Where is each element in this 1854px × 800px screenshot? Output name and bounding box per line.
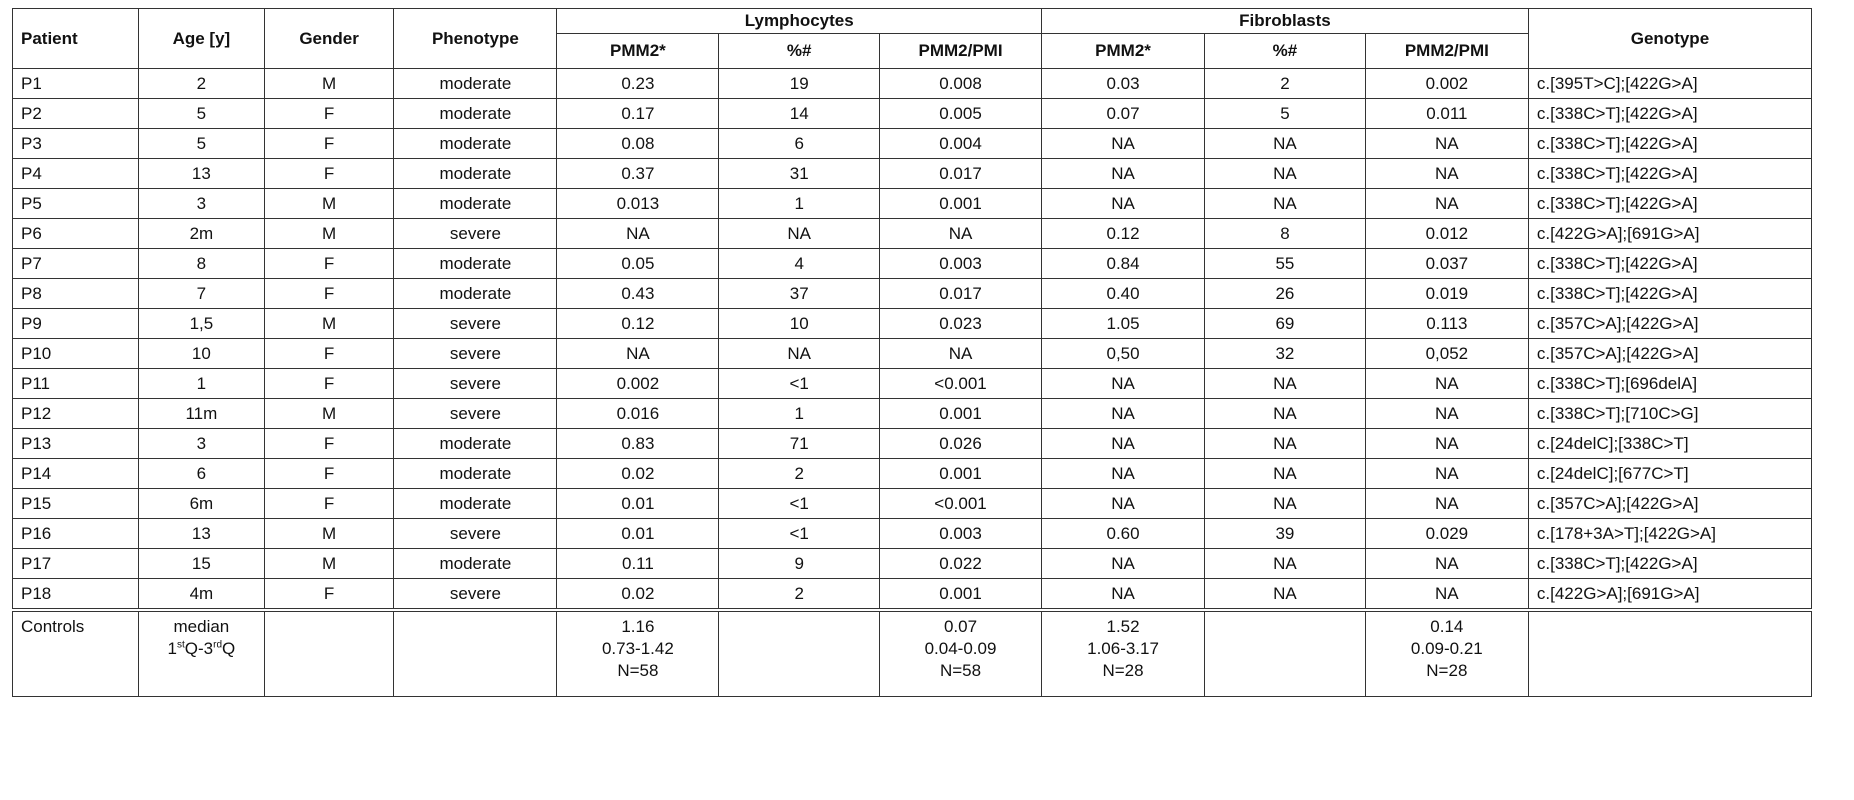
cell-gender: F bbox=[264, 129, 394, 159]
cell-fibro-pmm2: NA bbox=[1041, 399, 1204, 429]
cell-patient: P1 bbox=[13, 69, 139, 99]
cell-fibro-pmm2: 1.05 bbox=[1041, 309, 1204, 339]
cell-phenotype: severe bbox=[394, 579, 557, 611]
table-row bbox=[13, 549, 1812, 579]
cell-phenotype: moderate bbox=[394, 489, 557, 519]
cell-lymph-percent: <1 bbox=[719, 369, 880, 399]
cell-patient: P7 bbox=[13, 249, 139, 279]
cell-lymph-ratio: 0.001 bbox=[880, 399, 1042, 429]
cell-lymph-percent: NA bbox=[719, 219, 880, 249]
cell-patient: P12 bbox=[13, 399, 139, 429]
controls-lymph-ratio-median: 0.07 bbox=[943, 617, 978, 636]
table-row bbox=[13, 369, 1812, 399]
cell-gender: F bbox=[264, 99, 394, 129]
cell-fibro-ratio: 0,052 bbox=[1365, 339, 1528, 369]
cell-lymph-ratio: 0.022 bbox=[880, 549, 1042, 579]
cell-genotype: c.[24delC];[338C>T] bbox=[1528, 429, 1811, 459]
cell-lymph-percent: 2 bbox=[719, 579, 880, 611]
cell-fibro-percent: NA bbox=[1205, 369, 1366, 399]
cell-lymph-ratio: 0.008 bbox=[880, 69, 1042, 99]
cell-phenotype: moderate bbox=[394, 189, 557, 219]
cell-fibro-percent: NA bbox=[1205, 399, 1366, 429]
cell-fibro-ratio: 0.012 bbox=[1365, 219, 1528, 249]
cell-genotype: c.[338C>T];[422G>A] bbox=[1528, 129, 1811, 159]
cell-age: 5 bbox=[138, 99, 264, 129]
cell-phenotype: severe bbox=[394, 519, 557, 549]
header-fibro-ratio: PMM2/PMI bbox=[1365, 34, 1528, 69]
cell-genotype: c.[338C>T];[422G>A] bbox=[1528, 279, 1811, 309]
cell-gender: M bbox=[264, 219, 394, 249]
cell-lymph-percent: 10 bbox=[719, 309, 880, 339]
header-lymph-ratio: PMM2/PMI bbox=[880, 34, 1042, 69]
cell-fibro-pmm2: 0.03 bbox=[1041, 69, 1204, 99]
cell-genotype: c.[422G>A];[691G>A] bbox=[1528, 579, 1811, 611]
cell-genotype: c.[357C>A];[422G>A] bbox=[1528, 339, 1811, 369]
cell-lymph-percent: <1 bbox=[719, 519, 880, 549]
cell-genotype: c.[338C>T];[422G>A] bbox=[1528, 189, 1811, 219]
controls-fibro-pmm2-n: N=28 bbox=[1102, 661, 1144, 680]
cell-genotype: c.[178+3A>T];[422G>A] bbox=[1528, 519, 1811, 549]
cell-lymph-percent: 37 bbox=[719, 279, 880, 309]
cell-fibro-ratio: NA bbox=[1365, 369, 1528, 399]
cell-fibro-ratio: 0.113 bbox=[1365, 309, 1528, 339]
table-row bbox=[13, 159, 1812, 189]
cell-fibro-percent: NA bbox=[1205, 489, 1366, 519]
cell-fibro-pmm2: 0.84 bbox=[1041, 249, 1204, 279]
controls-fibro-pmm2 bbox=[1041, 610, 1204, 697]
controls-lymph-ratio-n: N=58 bbox=[939, 661, 982, 680]
cell-genotype: c.[338C>T];[422G>A] bbox=[1528, 549, 1811, 579]
table-row bbox=[13, 489, 1812, 519]
cell-age: 6m bbox=[138, 489, 264, 519]
cell-patient: P5 bbox=[13, 189, 139, 219]
controls-lymph-pmm2 bbox=[557, 610, 719, 697]
cell-lymph-pmm2: 0.17 bbox=[557, 99, 719, 129]
cell-fibro-percent: 8 bbox=[1205, 219, 1366, 249]
header-patient: Patient bbox=[13, 9, 139, 69]
cell-age: 1 bbox=[138, 369, 264, 399]
cell-lymph-percent: NA bbox=[719, 339, 880, 369]
cell-fibro-percent: NA bbox=[1205, 429, 1366, 459]
cell-genotype: c.[338C>T];[422G>A] bbox=[1528, 99, 1811, 129]
cell-lymph-ratio: 0.001 bbox=[880, 189, 1042, 219]
header-phenotype: Phenotype bbox=[394, 9, 557, 69]
cell-lymph-ratio: <0.001 bbox=[880, 369, 1042, 399]
patient-enzyme-table bbox=[12, 8, 1812, 697]
cell-phenotype: moderate bbox=[394, 549, 557, 579]
cell-gender: F bbox=[264, 339, 394, 369]
cell-genotype: c.[338C>T];[710C>G] bbox=[1528, 399, 1811, 429]
cell-patient: P18 bbox=[13, 579, 139, 611]
controls-lymph-pmm2-median: 1.16 bbox=[621, 617, 655, 636]
cell-fibro-pmm2: 0.40 bbox=[1041, 279, 1204, 309]
cell-lymph-pmm2: 0.12 bbox=[557, 309, 719, 339]
cell-age: 4m bbox=[138, 579, 264, 611]
cell-lymph-percent: 1 bbox=[719, 399, 880, 429]
cell-lymph-percent: 6 bbox=[719, 129, 880, 159]
cell-genotype: c.[24delC];[677C>T] bbox=[1528, 459, 1811, 489]
cell-genotype: c.[357C>A];[422G>A] bbox=[1528, 489, 1811, 519]
controls-fibro-ratio-n: N=28 bbox=[1426, 661, 1468, 680]
cell-fibro-percent: NA bbox=[1205, 549, 1366, 579]
cell-fibro-pmm2: NA bbox=[1041, 489, 1204, 519]
cell-lymph-ratio: 0.005 bbox=[880, 99, 1042, 129]
cell-genotype: c.[338C>T];[422G>A] bbox=[1528, 159, 1811, 189]
cell-lymph-ratio: 0.017 bbox=[880, 279, 1042, 309]
cell-age: 15 bbox=[138, 549, 264, 579]
cell-age: 5 bbox=[138, 129, 264, 159]
cell-fibro-percent: NA bbox=[1205, 189, 1366, 219]
controls-lymph-pmm2-n: N=58 bbox=[617, 661, 659, 680]
cell-lymph-percent: 14 bbox=[719, 99, 880, 129]
cell-gender: M bbox=[264, 309, 394, 339]
cell-fibro-percent: NA bbox=[1205, 129, 1366, 159]
table-row bbox=[13, 339, 1812, 369]
table-row bbox=[13, 249, 1812, 279]
cell-lymph-ratio: 0.003 bbox=[880, 519, 1042, 549]
cell-phenotype: moderate bbox=[394, 69, 557, 99]
header-age: Age [y] bbox=[138, 9, 264, 69]
cell-age: 6 bbox=[138, 459, 264, 489]
cell-lymph-ratio: 0.003 bbox=[880, 249, 1042, 279]
quartile-third-suffix: rd bbox=[213, 639, 223, 651]
cell-gender: M bbox=[264, 399, 394, 429]
cell-fibro-percent: 69 bbox=[1205, 309, 1366, 339]
cell-patient: P14 bbox=[13, 459, 139, 489]
cell-fibro-percent: 32 bbox=[1205, 339, 1366, 369]
cell-fibro-percent: NA bbox=[1205, 579, 1366, 611]
cell-fibro-percent: 5 bbox=[1205, 99, 1366, 129]
cell-gender: M bbox=[264, 519, 394, 549]
cell-genotype: c.[395T>C];[422G>A] bbox=[1528, 69, 1811, 99]
cell-lymph-percent: 71 bbox=[719, 429, 880, 459]
header-lymph-percent: %# bbox=[719, 34, 880, 69]
cell-fibro-pmm2: NA bbox=[1041, 549, 1204, 579]
cell-phenotype: moderate bbox=[394, 159, 557, 189]
cell-age: 7 bbox=[138, 279, 264, 309]
cell-lymph-ratio: 0.023 bbox=[880, 309, 1042, 339]
cell-lymph-pmm2: 0.013 bbox=[557, 189, 719, 219]
cell-gender: F bbox=[264, 459, 394, 489]
controls-genotype-cell bbox=[1528, 610, 1811, 697]
cell-patient: P2 bbox=[13, 99, 139, 129]
cell-lymph-percent: 9 bbox=[719, 549, 880, 579]
cell-gender: F bbox=[264, 159, 394, 189]
quartile-first: 1 bbox=[167, 639, 177, 658]
cell-genotype: c.[357C>A];[422G>A] bbox=[1528, 309, 1811, 339]
controls-label: Controls bbox=[13, 610, 139, 697]
cell-lymph-ratio: 0.001 bbox=[880, 459, 1042, 489]
cell-fibro-percent: 26 bbox=[1205, 279, 1366, 309]
cell-fibro-ratio: NA bbox=[1365, 129, 1528, 159]
cell-fibro-pmm2: 0.60 bbox=[1041, 519, 1204, 549]
cell-lymph-pmm2: 0.05 bbox=[557, 249, 719, 279]
cell-lymph-pmm2: 0.23 bbox=[557, 69, 719, 99]
cell-fibro-pmm2: NA bbox=[1041, 189, 1204, 219]
cell-phenotype: moderate bbox=[394, 249, 557, 279]
cell-fibro-ratio: NA bbox=[1365, 399, 1528, 429]
cell-gender: M bbox=[264, 189, 394, 219]
controls-row bbox=[13, 610, 1812, 697]
header-fibroblasts: Fibroblasts bbox=[1041, 9, 1528, 34]
cell-lymph-percent: 4 bbox=[719, 249, 880, 279]
cell-gender: M bbox=[264, 69, 394, 99]
cell-fibro-ratio: NA bbox=[1365, 189, 1528, 219]
cell-fibro-percent: NA bbox=[1205, 459, 1366, 489]
cell-patient: P10 bbox=[13, 339, 139, 369]
cell-age: 10 bbox=[138, 339, 264, 369]
cell-lymph-percent: 2 bbox=[719, 459, 880, 489]
cell-fibro-ratio: 0.029 bbox=[1365, 519, 1528, 549]
table-row bbox=[13, 189, 1812, 219]
quartile-first-suffix: st bbox=[176, 639, 185, 651]
cell-patient: P16 bbox=[13, 519, 139, 549]
cell-fibro-ratio: 0.002 bbox=[1365, 69, 1528, 99]
cell-age: 3 bbox=[138, 429, 264, 459]
controls-age-quartiles bbox=[143, 638, 260, 660]
results-table-container bbox=[12, 8, 1812, 697]
cell-lymph-percent: 31 bbox=[719, 159, 880, 189]
cell-lymph-pmm2: NA bbox=[557, 339, 719, 369]
controls-fibro-ratio-range: 0.09-0.21 bbox=[1410, 639, 1483, 658]
header-lymph-pmm2: PMM2* bbox=[557, 34, 719, 69]
cell-lymph-pmm2: 0.01 bbox=[557, 519, 719, 549]
quartile-end: Q bbox=[222, 639, 236, 658]
controls-gender-cell bbox=[264, 610, 394, 697]
cell-lymph-ratio: 0.017 bbox=[880, 159, 1042, 189]
cell-patient: P13 bbox=[13, 429, 139, 459]
cell-age: 1,5 bbox=[138, 309, 264, 339]
cell-gender: F bbox=[264, 279, 394, 309]
controls-lymph-ratio bbox=[880, 610, 1042, 697]
cell-lymph-ratio: <0.001 bbox=[880, 489, 1042, 519]
header-fibro-percent: %# bbox=[1205, 34, 1366, 69]
cell-genotype: c.[422G>A];[691G>A] bbox=[1528, 219, 1811, 249]
cell-gender: F bbox=[264, 489, 394, 519]
cell-fibro-pmm2: NA bbox=[1041, 459, 1204, 489]
cell-lymph-pmm2: 0.11 bbox=[557, 549, 719, 579]
cell-patient: P3 bbox=[13, 129, 139, 159]
cell-fibro-pmm2: NA bbox=[1041, 129, 1204, 159]
cell-gender: F bbox=[264, 579, 394, 611]
table-row bbox=[13, 579, 1812, 611]
cell-fibro-ratio: NA bbox=[1365, 429, 1528, 459]
table-row bbox=[13, 519, 1812, 549]
cell-lymph-ratio: 0.004 bbox=[880, 129, 1042, 159]
cell-age: 13 bbox=[138, 519, 264, 549]
cell-lymph-pmm2: NA bbox=[557, 219, 719, 249]
cell-lymph-ratio: NA bbox=[880, 219, 1042, 249]
cell-fibro-pmm2: 0.07 bbox=[1041, 99, 1204, 129]
table-row bbox=[13, 279, 1812, 309]
controls-fibro-percent bbox=[1205, 610, 1366, 697]
cell-patient: P4 bbox=[13, 159, 139, 189]
cell-fibro-pmm2: 0.12 bbox=[1041, 219, 1204, 249]
controls-age-cell bbox=[138, 610, 264, 697]
table-row bbox=[13, 99, 1812, 129]
cell-fibro-pmm2: NA bbox=[1041, 429, 1204, 459]
controls-fibro-ratio-median: 0.14 bbox=[1430, 617, 1464, 636]
cell-fibro-ratio: NA bbox=[1365, 459, 1528, 489]
cell-phenotype: moderate bbox=[394, 279, 557, 309]
table-row bbox=[13, 69, 1812, 99]
cell-fibro-ratio: NA bbox=[1365, 579, 1528, 611]
table-row bbox=[13, 219, 1812, 249]
cell-age: 11m bbox=[138, 399, 264, 429]
cell-patient: P15 bbox=[13, 489, 139, 519]
cell-gender: F bbox=[264, 429, 394, 459]
quartile-mid: Q-3 bbox=[184, 639, 214, 658]
cell-genotype: c.[338C>T];[422G>A] bbox=[1528, 249, 1811, 279]
controls-lymph-ratio-range: 0.04-0.09 bbox=[924, 639, 997, 658]
cell-phenotype: severe bbox=[394, 309, 557, 339]
cell-lymph-pmm2: 0.016 bbox=[557, 399, 719, 429]
cell-fibro-ratio: NA bbox=[1365, 549, 1528, 579]
cell-phenotype: severe bbox=[394, 369, 557, 399]
cell-lymph-percent: 19 bbox=[719, 69, 880, 99]
cell-fibro-ratio: NA bbox=[1365, 489, 1528, 519]
controls-lymph-pmm2-range: 0.73-1.42 bbox=[601, 639, 674, 658]
table-row bbox=[13, 129, 1812, 159]
cell-fibro-pmm2: NA bbox=[1041, 159, 1204, 189]
cell-phenotype: severe bbox=[394, 339, 557, 369]
cell-fibro-percent: 55 bbox=[1205, 249, 1366, 279]
table-row bbox=[13, 429, 1812, 459]
cell-age: 3 bbox=[138, 189, 264, 219]
controls-fibro-pmm2-range: 1.06-3.17 bbox=[1087, 639, 1159, 658]
cell-genotype: c.[338C>T];[696delA] bbox=[1528, 369, 1811, 399]
table-row bbox=[13, 309, 1812, 339]
header-gender: Gender bbox=[264, 9, 394, 69]
controls-fibro-pmm2-median: 1.52 bbox=[1106, 617, 1140, 636]
cell-phenotype: severe bbox=[394, 399, 557, 429]
cell-fibro-percent: 39 bbox=[1205, 519, 1366, 549]
table-row bbox=[13, 459, 1812, 489]
cell-patient: P6 bbox=[13, 219, 139, 249]
cell-lymph-pmm2: 0.08 bbox=[557, 129, 719, 159]
cell-fibro-pmm2: NA bbox=[1041, 579, 1204, 611]
controls-age-median: median bbox=[173, 617, 230, 636]
cell-lymph-pmm2: 0.43 bbox=[557, 279, 719, 309]
cell-fibro-pmm2: 0,50 bbox=[1041, 339, 1204, 369]
cell-patient: P8 bbox=[13, 279, 139, 309]
table-row bbox=[13, 399, 1812, 429]
cell-lymph-ratio: 0.001 bbox=[880, 579, 1042, 611]
cell-phenotype: moderate bbox=[394, 99, 557, 129]
cell-fibro-ratio: 0.037 bbox=[1365, 249, 1528, 279]
cell-age: 2m bbox=[138, 219, 264, 249]
cell-lymph-pmm2: 0.02 bbox=[557, 459, 719, 489]
cell-gender: M bbox=[264, 549, 394, 579]
header-genotype: Genotype bbox=[1528, 9, 1811, 69]
cell-age: 8 bbox=[138, 249, 264, 279]
cell-fibro-ratio: 0.019 bbox=[1365, 279, 1528, 309]
cell-patient: P17 bbox=[13, 549, 139, 579]
cell-patient: P9 bbox=[13, 309, 139, 339]
controls-lymph-percent bbox=[719, 610, 880, 697]
cell-fibro-ratio: NA bbox=[1365, 159, 1528, 189]
cell-lymph-pmm2: 0.01 bbox=[557, 489, 719, 519]
controls-fibro-ratio bbox=[1365, 610, 1528, 697]
cell-lymph-pmm2: 0.002 bbox=[557, 369, 719, 399]
cell-age: 2 bbox=[138, 69, 264, 99]
cell-gender: F bbox=[264, 369, 394, 399]
cell-age: 13 bbox=[138, 159, 264, 189]
cell-phenotype: moderate bbox=[394, 129, 557, 159]
cell-phenotype: severe bbox=[394, 219, 557, 249]
cell-lymph-ratio: 0.026 bbox=[880, 429, 1042, 459]
header-fibro-pmm2: PMM2* bbox=[1041, 34, 1204, 69]
cell-lymph-ratio: NA bbox=[880, 339, 1042, 369]
cell-fibro-pmm2: NA bbox=[1041, 369, 1204, 399]
cell-gender: F bbox=[264, 249, 394, 279]
cell-fibro-percent: 2 bbox=[1205, 69, 1366, 99]
cell-fibro-ratio: 0.011 bbox=[1365, 99, 1528, 129]
cell-lymph-pmm2: 0.02 bbox=[557, 579, 719, 611]
cell-lymph-pmm2: 0.83 bbox=[557, 429, 719, 459]
controls-phenotype-cell bbox=[394, 610, 557, 697]
header-lymphocytes: Lymphocytes bbox=[557, 9, 1042, 34]
cell-patient: P11 bbox=[13, 369, 139, 399]
cell-phenotype: moderate bbox=[394, 429, 557, 459]
table-body bbox=[13, 69, 1812, 697]
cell-fibro-percent: NA bbox=[1205, 159, 1366, 189]
cell-lymph-pmm2: 0.37 bbox=[557, 159, 719, 189]
cell-lymph-percent: 1 bbox=[719, 189, 880, 219]
cell-phenotype: moderate bbox=[394, 459, 557, 489]
cell-lymph-percent: <1 bbox=[719, 489, 880, 519]
